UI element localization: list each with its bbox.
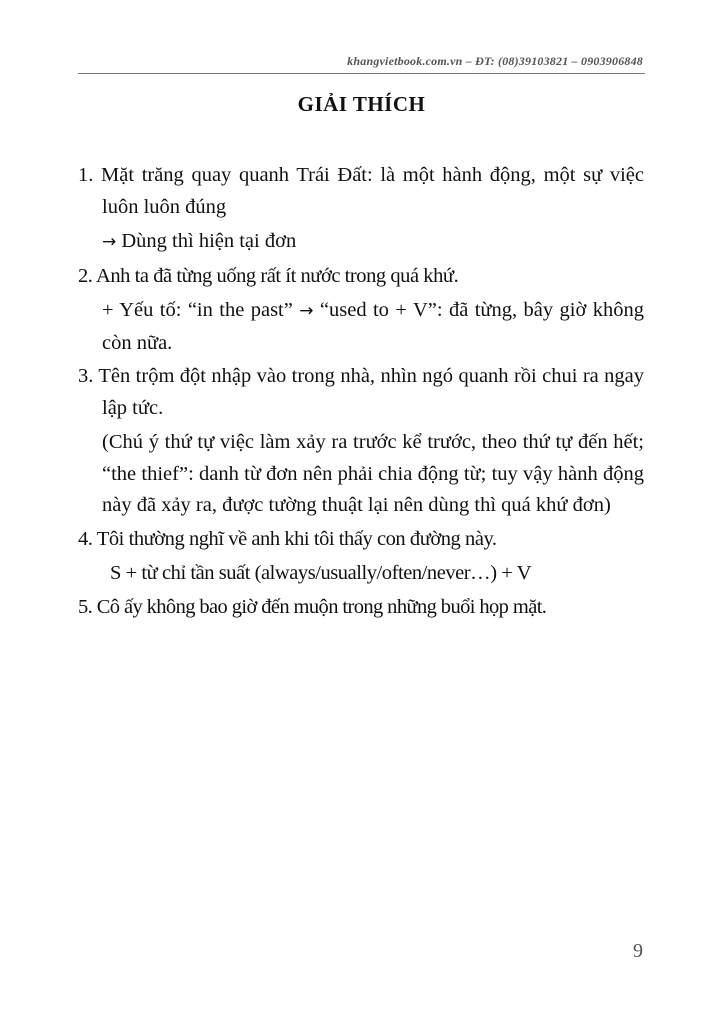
item-2-note-text-b: “used to + V”: đã từng, bây giờ không còn nữa.: [102, 299, 644, 354]
item-1-text: 1. Mặt trăng quay quanh Trái Đất: là một hành động, một sự việc luôn luôn đúng: [78, 164, 644, 218]
page-header: khangvietbook.com.vn – ĐT: (08)39103821 – 0903906848: [347, 54, 643, 68]
list-item-1: [78, 160, 644, 259]
item-5-text: 5. Cô ấy không bao giờ đến muộn trong những buổi họp mặt.: [78, 595, 547, 618]
item-2-text: 2. Anh ta đã từng uống rất ít nước trong quá khứ.: [78, 264, 459, 287]
item-2-note-text-a: + Yếu tố: “in the past”: [102, 299, 300, 321]
item-1-note-text: Dùng thì hiện tại đơn: [116, 230, 297, 252]
arrow-right-icon: →: [102, 232, 117, 252]
arrow-right-icon: →: [299, 301, 314, 321]
list-item-5: [78, 592, 644, 624]
list-item-2: [78, 261, 644, 360]
header-rule: [78, 73, 645, 74]
item-3-note: (Chú ý thứ tự việc làm xảy ra trước kể trước, theo thứ tự đến hết; “the thief”: danh từ đơn nên phải chia động từ; tuy vậy hành động này đã xảy ra, được tường thuật lại nên dùng thì quá khứ đơn): [102, 431, 644, 516]
item-4-text: 4. Tôi thường nghĩ về anh khi tôi thấy con đường này.: [78, 527, 497, 550]
item-1-note: [78, 226, 644, 259]
page-number: 9: [633, 940, 643, 962]
item-4-note: S + từ chỉ tần suất (always/usually/often/never…) + V: [110, 562, 532, 584]
page-title: GIẢI THÍCH: [297, 92, 426, 116]
list-item-3: [78, 361, 644, 522]
list-item-4: [78, 524, 644, 590]
item-2-note: [78, 295, 644, 359]
item-3-text: 3. Tên trộm đột nhập vào trong nhà, nhìn ngó quanh rồi chui ra ngay lập tức.: [78, 365, 644, 419]
explanation-list: [78, 160, 644, 623]
